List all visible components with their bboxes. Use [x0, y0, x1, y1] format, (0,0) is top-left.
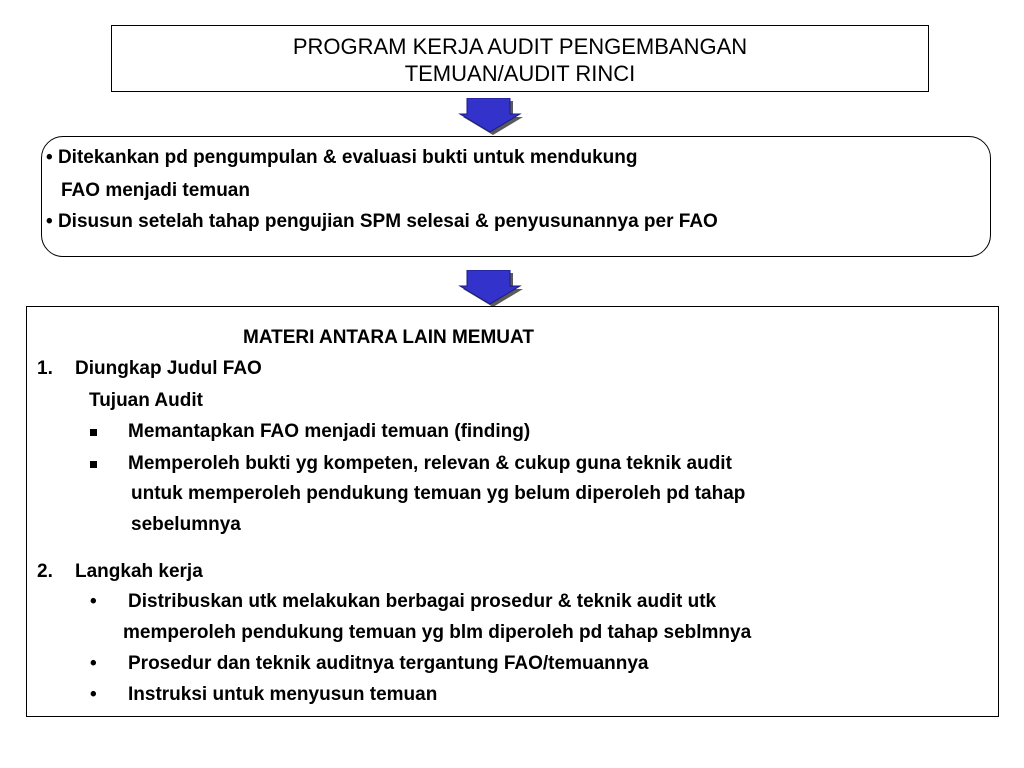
summary-item-1-text: Ditekankan pd pengumpulan & evaluasi bukti untuk mendukung	[57, 147, 638, 168]
section-1-item-2-line-2: untuk memperoleh pendukung temuan yg belum diperoleh pd tahap	[131, 483, 746, 504]
title-line-1: PROGRAM KERJA AUDIT PENGEMBANGAN	[292, 34, 748, 59]
section-2-item-1: Distribuskan utk melakukan berbagai prosedur & teknik audit utk	[128, 591, 717, 612]
summary-item-1-continued: FAO menjadi temuan	[61, 180, 250, 201]
section-2-title: Langkah kerja	[75, 561, 203, 582]
section-1-subtitle: Tujuan Audit	[89, 390, 203, 411]
section-1-item-2-line-3: sebelumnya	[131, 514, 241, 535]
section-2-item-1-line-2: memperoleh pendukung temuan yg blm diperoleh pd tahap seblmnya	[123, 622, 752, 643]
bullet-dot: •	[90, 684, 97, 705]
section-1-item-1: Memantapkan FAO menjadi temuan (finding)	[128, 421, 531, 442]
summary-box	[41, 136, 991, 257]
bullet-dot: •	[90, 653, 97, 674]
title-box	[111, 25, 929, 92]
title-line-2: TEMUAN/AUDIT RINCI	[404, 61, 636, 86]
section-1-item-2: Memperoleh bukti yg kompeten, relevan & cukup guna teknik audit	[128, 453, 732, 474]
down-arrow-icon	[456, 270, 526, 308]
content-heading: MATERI ANTARA LAIN MEMUAT	[243, 327, 534, 348]
bullet-dot: •	[46, 211, 53, 232]
section-2-item-2: Prosedur dan teknik auditnya tergantung FAO/temuannya	[128, 653, 649, 674]
bullet-dot: •	[90, 591, 97, 612]
section-1-title: Diungkap Judul FAO	[75, 358, 262, 379]
down-arrow-icon	[456, 98, 526, 136]
section-1-number: 1.	[37, 358, 53, 379]
bullet-dot: •	[46, 147, 53, 168]
summary-item-1	[46, 147, 638, 169]
square-bullet-icon	[90, 461, 97, 468]
content-box	[26, 306, 999, 717]
summary-item-2-text: Disusun setelah tahap pengujian SPM selesai & penyusunannya per FAO	[57, 211, 718, 232]
summary-item-2	[46, 211, 718, 233]
section-2-item-3: Instruksi untuk menyusun temuan	[128, 684, 438, 705]
square-bullet-icon	[90, 429, 97, 436]
section-2-number: 2.	[37, 561, 53, 582]
